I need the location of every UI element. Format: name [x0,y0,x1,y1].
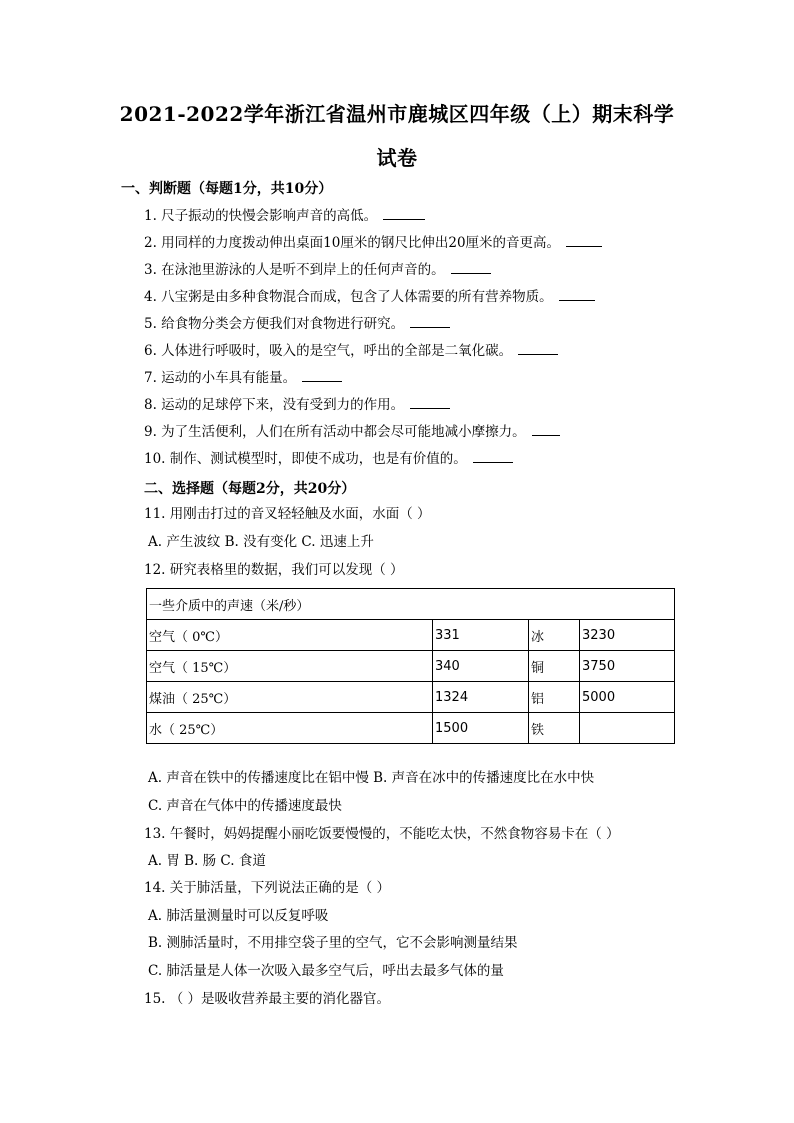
answer-blank[interactable] [410,315,450,328]
page-title-continued: 试卷 [376,146,418,170]
table-cell: 340 [433,651,529,682]
table-cell: 水（ 25℃） [147,713,433,744]
question-text: 6. 人体进行呼吸时，吸入的是空气，呼出的全部是二氧化碳。 [144,343,513,359]
judge-question-10 [144,450,513,468]
table-cell: 铜 [529,651,580,682]
question-text: 3. 在泳池里游泳的人是听不到岸上的任何声音的。 [144,262,445,278]
judge-question-2 [144,234,602,252]
table-caption-row [147,589,675,620]
table-cell: 3230 [580,620,675,651]
judge-question-8 [144,396,450,414]
judge-question-5 [144,315,450,333]
answer-blank[interactable] [518,342,558,355]
page-title: 2021-2022学年浙江省温州市鹿城区四年级（上）期末科学 [119,102,675,126]
question-text: 7. 运动的小车具有能量。 [144,370,297,386]
judge-question-7 [144,369,342,387]
table-cell: 铝 [529,682,580,713]
choice-option-12-c[interactable]: C. 声音在气体中的传播速度最快 [148,798,342,814]
choice-question-12: 12. 研究表格里的数据，我们可以发现（ ） [144,562,404,578]
judge-question-9 [144,423,560,441]
table-cell: 1324 [433,682,529,713]
question-text: 2. 用同样的力度拨动伸出桌面10厘米的钢尺比伸出20厘米的音更高。 [144,235,561,251]
answer-blank[interactable] [566,234,602,247]
choice-options-11[interactable]: A. 产生波纹 B. 没有变化 C. 迅速上升 [148,534,374,550]
section-heading-judgement: 一、判断题（每题1分，共10分） [121,181,333,197]
judge-question-4 [144,288,595,306]
question-text: 4. 八宝粥是由多种食物混合而成，包含了人体需要的所有营养物质。 [144,289,553,305]
judge-question-1 [144,207,425,225]
answer-blank[interactable] [559,288,595,301]
table-cell: 铁 [529,713,580,744]
table-row [147,651,675,682]
judge-question-3 [144,261,491,279]
answer-blank[interactable] [451,261,491,274]
choice-option-14-c[interactable]: C. 肺活量是人体一次吸入最多空气后，呼出去最多气体的量 [148,963,504,979]
table-cell: 5000 [580,682,675,713]
choice-question-13: 13. 午餐时，妈妈提醒小丽吃饭要慢慢的，不能吃太快，不然食物容易卡在（ ） [144,826,620,842]
answer-blank[interactable] [410,396,450,409]
table-cell: 空气（ 0℃） [147,620,433,651]
table-row [147,713,675,744]
table-row [147,620,675,651]
choice-question-15: 15. （ ）是吸收营养最主要的消化器官。 [144,991,391,1007]
choice-question-14: 14. 关于肺活量，下列说法正确的是（ ） [144,880,391,896]
table-cell: 煤油（ 25℃） [147,682,433,713]
table-cell: 1500 [433,713,529,744]
table-row [147,682,675,713]
question-text: 9. 为了生活便利，人们在所有活动中都会尽可能地减小摩擦力。 [144,424,526,440]
answer-blank[interactable] [473,450,513,463]
question-text: 1. 尺子振动的快慢会影响声音的高低。 [144,208,378,224]
table-cell [580,713,675,744]
choice-option-14-b[interactable]: B. 测肺活量时，不用排空袋子里的空气，它不会影响测量结果 [148,935,518,951]
table-cell: 3750 [580,651,675,682]
table-cell: 331 [433,620,529,651]
answer-blank[interactable] [532,423,560,436]
question-text: 8. 运动的足球停下来，没有受到力的作用。 [144,397,405,413]
choice-option-14-a[interactable]: A. 肺活量测量时可以反复呼吸 [148,908,329,924]
question-text: 5. 给食物分类会方便我们对食物进行研究。 [144,316,405,332]
choice-options-13[interactable]: A. 胃 B. 肠 C. 食道 [148,853,266,869]
choice-question-11: 11. 用刚击打过的音叉轻轻触及水面，水面（ ） [144,506,431,522]
sound-speed-table [146,588,675,744]
table-cell: 空气（ 15℃） [147,651,433,682]
section-heading-choice: 二、选择题（每题2分，共20分） [144,481,356,497]
question-text: 10. 制作、测试模型时，即使不成功，也是有价值的。 [144,451,467,467]
judge-question-6 [144,342,558,360]
answer-blank[interactable] [383,207,425,220]
choice-options-12-ab[interactable]: A. 声音在铁中的传播速度比在铝中慢 B. 声音在冰中的传播速度比在水中快 [148,770,595,786]
table-cell: 冰 [529,620,580,651]
table-caption: 一些介质中的声速（米/秒） [147,589,675,620]
answer-blank[interactable] [302,369,342,382]
